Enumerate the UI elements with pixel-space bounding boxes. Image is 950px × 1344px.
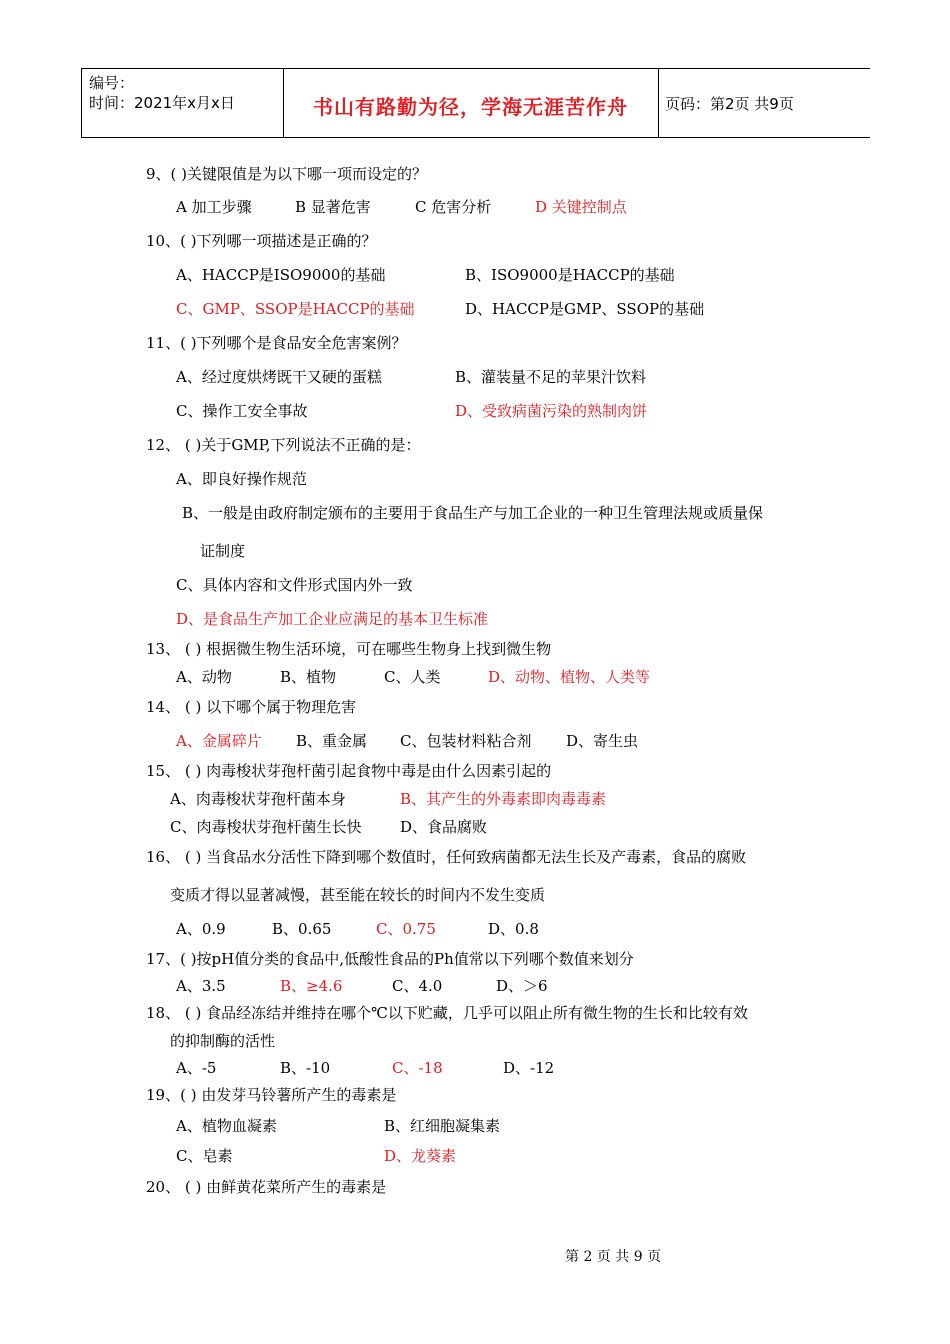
option-12a: A、即良好操作规范 <box>176 470 307 488</box>
option-9d-answer: D 关键控制点 <box>535 198 627 216</box>
question-14: 14、 ( ) 以下哪个属于物理危害 <box>146 698 357 716</box>
option-18c-answer: C、-18 <box>392 1059 443 1077</box>
option-19d-answer: D、龙葵素 <box>384 1147 457 1165</box>
option-15a: A、肉毒梭状芽孢杆菌本身 <box>170 790 346 808</box>
option-10b: B、ISO9000是HACCP的基础 <box>465 266 675 284</box>
question-18-cont: 的抑制酶的活性 <box>170 1032 276 1050</box>
option-12b: B、一般是由政府制定颁布的主要用于食品生产与加工企业的一种卫生管理法规或质量保 <box>182 504 764 522</box>
option-15b-answer: B、其产生的外毒素即肉毒毒素 <box>400 790 607 808</box>
option-14a-answer: A、金属碎片 <box>176 732 262 750</box>
header-meta <box>89 73 235 113</box>
option-13a: A、动物 <box>176 668 232 686</box>
option-19c: C、皂素 <box>176 1147 233 1165</box>
option-10c-answer: C、GMP、SSOP是HACCP的基础 <box>176 300 415 318</box>
option-9c: C 危害分析 <box>415 198 492 216</box>
question-13: 13、 ( ) 根据微生物生活环境，可在哪些生物身上找到微生物 <box>146 640 552 658</box>
question-18: 18、 ( ) 食品经冻结并维持在哪个℃以下贮藏，几乎可以阻止所有微生物的生长和比较有效 <box>146 1004 748 1022</box>
option-16a: A、0.9 <box>176 920 226 938</box>
option-9a: A 加工步骤 <box>176 198 252 216</box>
question-20: 20、 ( ) 由鲜黄花菜所产生的毒素是 <box>146 1178 387 1196</box>
question-16-cont: 变质才得以显著减慢，甚至能在较长的时间内不发生变质 <box>170 886 546 904</box>
header-divider <box>81 69 82 137</box>
option-18a: A、-5 <box>176 1059 217 1077</box>
header-divider <box>658 69 659 137</box>
option-18b: B、-10 <box>280 1059 331 1077</box>
option-13b: B、植物 <box>280 668 337 686</box>
option-11d-answer: D、受致病菌污染的熟制肉饼 <box>455 402 648 420</box>
option-13c: C、人类 <box>384 668 441 686</box>
option-19a: A、植物血凝素 <box>176 1117 277 1135</box>
option-18d: D、-12 <box>503 1059 555 1077</box>
option-15c: C、肉毒梭状芽孢杆菌生长快 <box>170 818 362 836</box>
question-16: 16、 ( ) 当食品水分活性下降到哪个数值时，任何致病菌都无法生长及产毒素，食品的腐败 <box>146 848 747 866</box>
option-14c: C、包装材料粘合剂 <box>400 732 532 750</box>
question-10: 10、( )下列哪一项描述是正确的？ <box>146 232 377 250</box>
option-13d-answer: D、动物、植物、人类等 <box>488 668 651 686</box>
header-motto: 书山有路勤为径，学海无涯苦作舟 <box>313 95 628 119</box>
option-16c-answer: C、0.75 <box>376 920 436 938</box>
option-19b: B、红细胞凝集素 <box>384 1117 501 1135</box>
option-10d: D、HACCP是GMP、SSOP的基础 <box>465 300 705 318</box>
option-12b-cont: 证制度 <box>200 542 246 560</box>
option-14b: B、重金属 <box>296 732 368 750</box>
question-19: 19、( ) 由发芽马铃薯所产生的毒素是 <box>146 1086 397 1104</box>
option-17b-answer: B、≥4.6 <box>280 977 343 995</box>
option-11b: B、灌装量不足的苹果汁饮料 <box>455 368 647 386</box>
option-12d-answer: D、是食品生产加工企业应满足的基本卫生标准 <box>176 610 489 628</box>
doc-time: 时间：2021年x月x日 <box>89 94 235 112</box>
page-footer: 第 2 页 共 9 页 <box>565 1249 662 1265</box>
option-11c: C、操作工安全事故 <box>176 402 308 420</box>
question-12: 12、 ( )关于GMP,下列说法不正确的是： <box>146 436 421 454</box>
question-17: 17、( )按pH值分类的食品中,低酸性食品的Ph值常以下列哪个数值来划分 <box>146 950 634 968</box>
option-16d: D、0.8 <box>488 920 539 938</box>
option-12c: C、具体内容和文件形式国内外一致 <box>176 576 413 594</box>
option-10a: A、HACCP是ISO9000的基础 <box>176 266 386 284</box>
option-11a: A、经过度烘烤既干又硬的蛋糕 <box>176 368 382 386</box>
question-15: 15、 ( ) 肉毒梭状芽孢杆菌引起食物中毒是由什么因素引起的 <box>146 762 552 780</box>
doc-number: 编号： <box>89 74 135 92</box>
option-17c: C、4.0 <box>392 977 443 995</box>
option-9b: B 显著危害 <box>295 198 371 216</box>
header-page-number: 页码：第2页 共9页 <box>665 95 794 113</box>
page-header <box>81 68 870 138</box>
option-14d: D、寄生虫 <box>566 732 639 750</box>
option-17d: D、＞6 <box>496 977 548 995</box>
question-11: 11、( )下列哪个是食品安全危害案例？ <box>146 334 407 352</box>
option-15d: D、食品腐败 <box>400 818 488 836</box>
option-16b: B、0.65 <box>272 920 332 938</box>
option-17a: A、3.5 <box>176 977 226 995</box>
question-9: 9、( )关键限值是为以下哪一项而设定的？ <box>146 165 428 183</box>
